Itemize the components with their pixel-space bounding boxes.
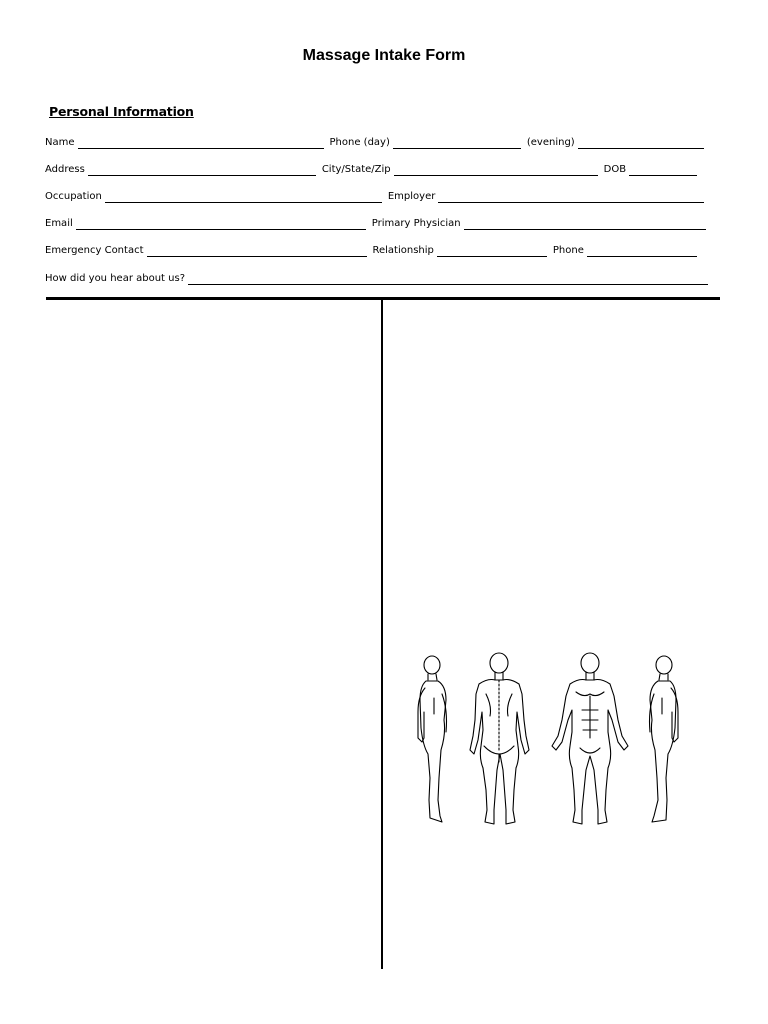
name-field[interactable] [78,137,324,149]
how-heard-label: How did you hear about us? [45,273,185,284]
emergency-phone-field[interactable] [587,245,697,257]
vertical-divider [381,298,383,969]
phone-day-label: Phone (day) [329,137,390,148]
row-occupation [45,187,717,203]
city-state-zip-label: City/State/Zip [321,164,391,175]
employer-field[interactable] [438,191,704,203]
relationship-label: Relationship [372,245,434,256]
how-heard-field[interactable] [188,273,708,285]
relationship-field[interactable] [437,245,547,257]
phone-day-field[interactable] [393,137,521,149]
row-emergency-contact [45,241,717,257]
name-label: Name [45,137,75,148]
emergency-contact-field[interactable] [147,245,367,257]
body-back-view [470,653,529,824]
row-how-heard [45,269,717,285]
form-title: Massage Intake Form [302,47,466,64]
horizontal-divider [46,297,720,300]
emergency-contact-label: Emergency Contact [45,245,144,256]
body-diagram[interactable] [408,650,698,830]
row-address [45,160,717,176]
dob-field[interactable] [629,164,697,176]
body-side-view-right [650,656,679,822]
occupation-label: Occupation [45,191,102,202]
primary-physician-label: Primary Physician [371,218,461,229]
body-side-view-left [418,656,447,822]
body-front-view [552,653,628,824]
primary-physician-field[interactable] [464,218,706,230]
emergency-phone-label: Phone [552,245,584,256]
employer-label: Employer [387,191,436,202]
row-name-phone [45,133,717,149]
address-label: Address [45,164,85,175]
address-field[interactable] [88,164,316,176]
phone-evening-field[interactable] [578,137,704,149]
city-state-zip-field[interactable] [394,164,598,176]
phone-evening-label: (evening) [526,137,575,148]
section-heading-personal-information: Personal Information [49,104,194,119]
email-label: Email [45,218,73,229]
occupation-field[interactable] [105,191,382,203]
dob-label: DOB [603,164,627,175]
email-field[interactable] [76,218,366,230]
row-email [45,214,717,230]
